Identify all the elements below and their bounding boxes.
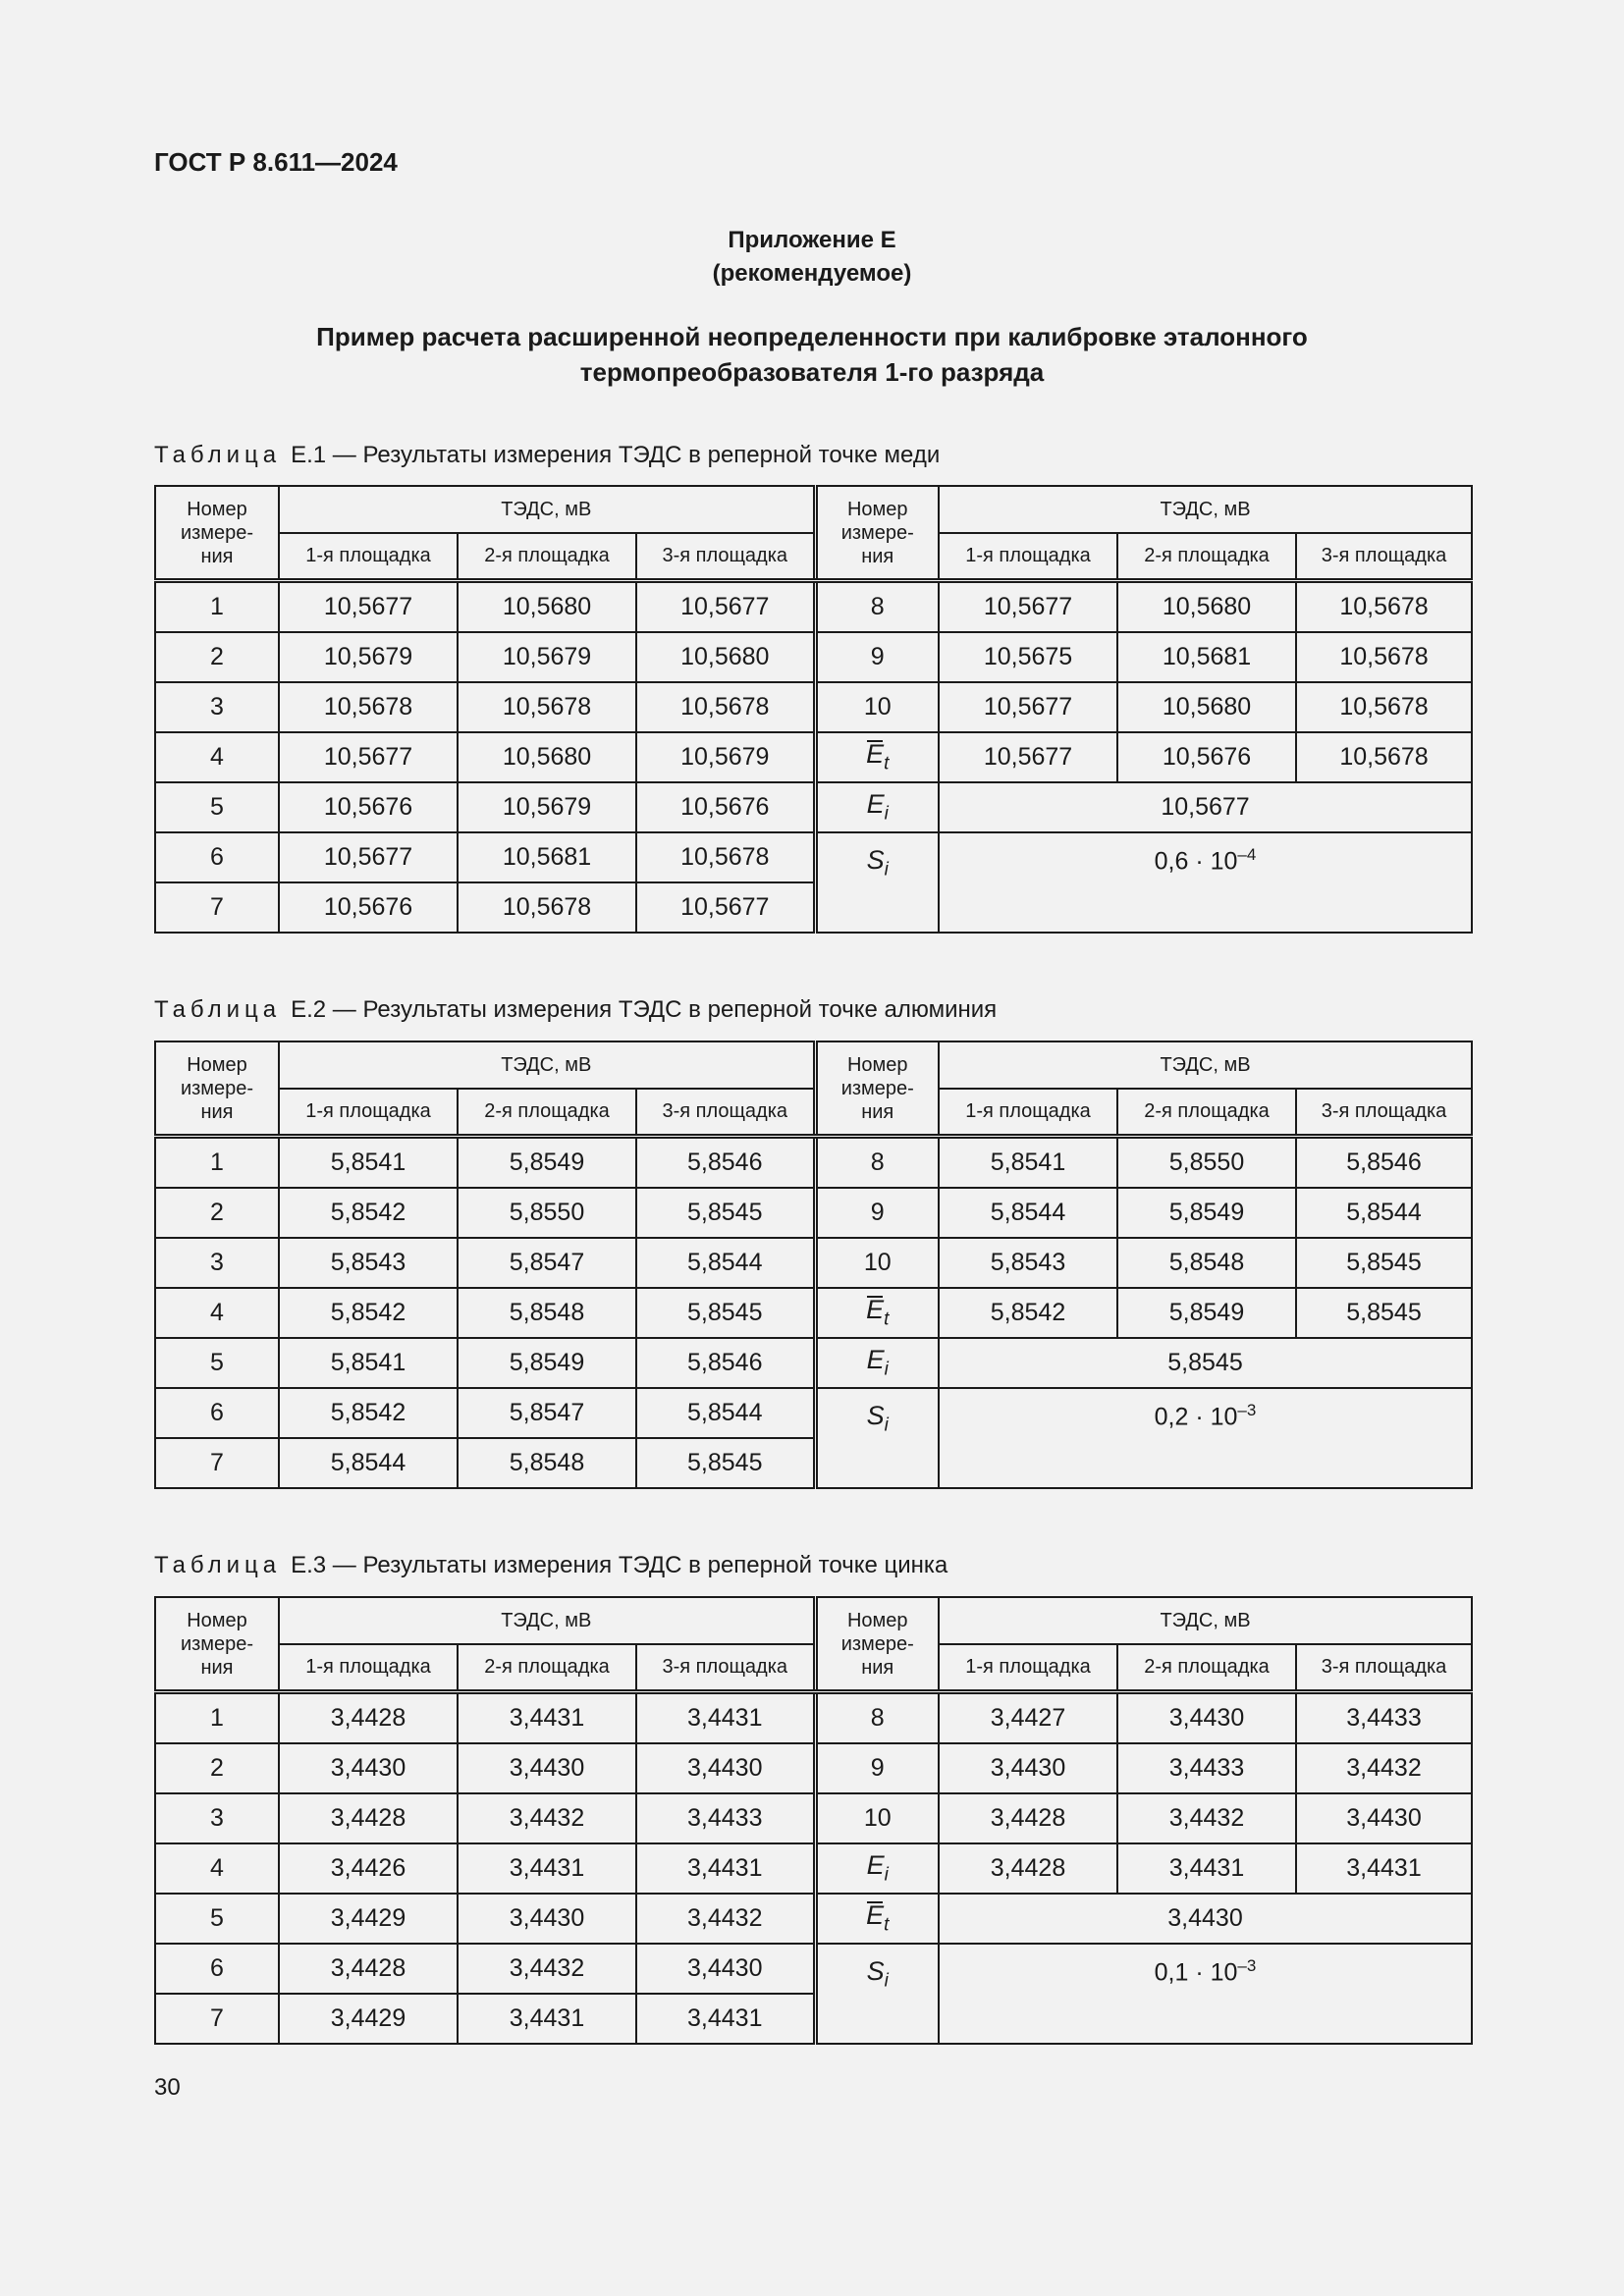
caption-text: Е.3 — Результаты измерения ТЭДС в реперной точке цинка: [291, 1552, 948, 1578]
cell-site3: 3,4431: [636, 1994, 815, 2044]
cell-site2: 10,5680: [458, 581, 636, 633]
table-row: [155, 1238, 1472, 1288]
table-caption: [154, 1552, 947, 1579]
table-e3: [154, 1596, 1473, 2045]
cell-site3: 3,4433: [636, 1793, 815, 1843]
cell-site2: 5,8549: [458, 1137, 636, 1189]
emf-header: ТЭДС, мВ: [279, 486, 815, 533]
num-header: Номер измере- ния: [155, 1597, 279, 1692]
row-number: 9: [815, 1743, 939, 1793]
cell-site3: 3,4431: [636, 1843, 815, 1894]
cell-site2: 3,4430: [458, 1894, 636, 1944]
site3-header: 3-я площадка: [1296, 1089, 1472, 1137]
row-number: 4: [155, 1843, 279, 1894]
row-number: 6: [155, 1388, 279, 1438]
cell-site3: 10,5680: [636, 632, 815, 682]
row-number: 10: [815, 1793, 939, 1843]
mean-symbol: $E_t$: [815, 1288, 939, 1338]
cell-site1: 5,8543: [939, 1238, 1117, 1288]
cell-site2: 3,4432: [1117, 1793, 1296, 1843]
cell-site2: 3,4430: [1117, 1692, 1296, 1744]
caption-text: Е.1 — Результаты измерения ТЭДС в реперной точке меди: [291, 442, 941, 468]
cell-site3: 5,8545: [636, 1188, 815, 1238]
cell-site1: 10,5676: [279, 782, 458, 832]
num-header: Номер измере- ния: [815, 486, 939, 581]
cell-site2: 3,4432: [458, 1944, 636, 1994]
num-header: Номер измере- ния: [155, 486, 279, 581]
site1-header: 1-я площадка: [279, 533, 458, 581]
site3-header: 3-я площадка: [636, 533, 815, 581]
cell-site3: 10,5676: [636, 782, 815, 832]
mean-site3: 3,4431: [1296, 1843, 1472, 1894]
cell-site2: 10,5678: [458, 682, 636, 732]
cell-site1: 5,8542: [279, 1388, 458, 1438]
cell-site3: 10,5678: [636, 832, 815, 882]
row-number: 5: [155, 1894, 279, 1944]
row-number: 8: [815, 581, 939, 633]
cell-site3: 3,4431: [636, 1692, 815, 1744]
cell-site2: 3,4431: [458, 1994, 636, 2044]
cell-site1: 3,4430: [279, 1743, 458, 1793]
cell-site3: 5,8545: [636, 1288, 815, 1338]
si-symbol: $S_i$: [815, 1944, 939, 2044]
cell-site3: 3,4432: [636, 1894, 815, 1944]
ei-symbol: $E_i$: [815, 782, 939, 832]
table-row: [155, 732, 1472, 782]
table-row: [155, 1944, 1472, 1994]
row-number: 3: [155, 1238, 279, 1288]
si-symbol: $S_i$: [815, 832, 939, 933]
cell-site2: 5,8549: [458, 1338, 636, 1388]
annex-label: Приложение Е: [728, 227, 896, 253]
row-number: 2: [155, 632, 279, 682]
site1-header: 1-я площадка: [939, 1644, 1117, 1692]
site3-header: 3-я площадка: [1296, 1644, 1472, 1692]
cell-site1: 10,5677: [939, 581, 1117, 633]
cell-site2: 10,5679: [458, 632, 636, 682]
cell-site2: 3,4431: [458, 1692, 636, 1744]
cell-site2: 5,8548: [1117, 1238, 1296, 1288]
emf-header: ТЭДС, мВ: [939, 486, 1472, 533]
cell-site1: 10,5675: [939, 632, 1117, 682]
section-title: [0, 319, 1624, 390]
cell-site1: 5,8544: [279, 1438, 458, 1488]
cell-site3: 5,8546: [636, 1338, 815, 1388]
row-number: 6: [155, 1944, 279, 1994]
row-number: 1: [155, 581, 279, 633]
table-row: [155, 1388, 1472, 1438]
cell-site2: 5,8548: [458, 1288, 636, 1338]
row-number: 8: [815, 1692, 939, 1744]
site2-header: 2-я площадка: [458, 533, 636, 581]
cell-site2: 10,5680: [458, 732, 636, 782]
mean-site2: 5,8549: [1117, 1288, 1296, 1338]
cell-site2: 10,5680: [1117, 682, 1296, 732]
section-title-line1: Пример расчета расширенной неопределенности при калибровке эталонного: [316, 322, 1308, 351]
mean-site1: 3,4428: [939, 1843, 1117, 1894]
table-row: [155, 632, 1472, 682]
si-value: $0,6 \cdot 10^{-4}$: [939, 832, 1472, 933]
table-row: [155, 1793, 1472, 1843]
table-row: [155, 581, 1472, 633]
cell-site2: 5,8547: [458, 1238, 636, 1288]
row-number: 9: [815, 1188, 939, 1238]
site1-header: 1-я площадка: [279, 1089, 458, 1137]
cell-site1: 5,8542: [279, 1288, 458, 1338]
cell-site1: 5,8543: [279, 1238, 458, 1288]
num-header: Номер измере- ния: [815, 1041, 939, 1137]
cell-site3: 10,5678: [636, 682, 815, 732]
cell-site2: 5,8550: [1117, 1137, 1296, 1189]
row-number: 2: [155, 1188, 279, 1238]
mean-symbol: $E_t$: [815, 732, 939, 782]
cell-site2: 5,8550: [458, 1188, 636, 1238]
table-row: [155, 782, 1472, 832]
cell-site1: 5,8544: [939, 1188, 1117, 1238]
cell-site1: 3,4428: [939, 1793, 1117, 1843]
cell-site3: 10,5677: [636, 581, 815, 633]
emf-header: ТЭДС, мВ: [939, 1597, 1472, 1644]
cell-site2: 3,4430: [458, 1743, 636, 1793]
page-number: 30: [154, 2074, 181, 2101]
table-row: [155, 682, 1472, 732]
row-number: 8: [815, 1137, 939, 1189]
mean-site2: 3,4431: [1117, 1843, 1296, 1894]
site1-header: 1-я площадка: [939, 1089, 1117, 1137]
row-number: 9: [815, 632, 939, 682]
cell-site3: 3,4430: [1296, 1793, 1472, 1843]
row-number: 3: [155, 682, 279, 732]
site3-header: 3-я площадка: [636, 1089, 815, 1137]
site2-header: 2-я площадка: [1117, 1644, 1296, 1692]
mean-site2: 10,5676: [1117, 732, 1296, 782]
cell-site3: 10,5678: [1296, 581, 1472, 633]
mean-site3: 5,8545: [1296, 1288, 1472, 1338]
caption-word: Таблица: [154, 1552, 282, 1578]
emf-header: ТЭДС, мВ: [939, 1041, 1472, 1089]
cell-site1: 3,4430: [939, 1743, 1117, 1793]
mean-site1: 10,5677: [939, 732, 1117, 782]
cell-site3: 5,8545: [636, 1438, 815, 1488]
ei-value: 5,8545: [939, 1338, 1472, 1388]
row-number: 2: [155, 1743, 279, 1793]
cell-site2: 3,4431: [458, 1843, 636, 1894]
row-number: 6: [155, 832, 279, 882]
cell-site3: 3,4430: [636, 1944, 815, 1994]
row-number: 7: [155, 1994, 279, 2044]
site3-header: 3-я площадка: [1296, 533, 1472, 581]
row-number: 4: [155, 1288, 279, 1338]
table-row: [155, 832, 1472, 882]
table-row: [155, 1843, 1472, 1894]
cell-site1: 3,4428: [279, 1692, 458, 1744]
cell-site2: 5,8549: [1117, 1188, 1296, 1238]
cell-site2: 5,8547: [458, 1388, 636, 1438]
table-caption: [154, 996, 997, 1024]
cell-site1: 5,8541: [939, 1137, 1117, 1189]
site2-header: 2-я площадка: [458, 1644, 636, 1692]
site2-header: 2-я площадка: [458, 1089, 636, 1137]
cell-site3: 5,8544: [1296, 1188, 1472, 1238]
si-value: $0,2 \cdot 10^{-3}$: [939, 1388, 1472, 1488]
num-header: Номер измере- ния: [155, 1041, 279, 1137]
row-number: 7: [155, 1438, 279, 1488]
cell-site2: 10,5678: [458, 882, 636, 933]
table-row: [155, 1338, 1472, 1388]
cell-site1: 10,5677: [279, 832, 458, 882]
site1-header: 1-я площадка: [939, 533, 1117, 581]
mean-site3: 10,5678: [1296, 732, 1472, 782]
table-row: [155, 1288, 1472, 1338]
row-number: 5: [155, 1338, 279, 1388]
num-header: Номер измере- ния: [815, 1597, 939, 1692]
cell-site1: 3,4428: [279, 1793, 458, 1843]
row-number: 10: [815, 682, 939, 732]
site2-header: 2-я площадка: [1117, 1089, 1296, 1137]
cell-site3: 5,8546: [636, 1137, 815, 1189]
cell-site2: 10,5679: [458, 782, 636, 832]
cell-site1: 10,5678: [279, 682, 458, 732]
site3-header: 3-я площадка: [636, 1644, 815, 1692]
cell-site2: 3,4432: [458, 1793, 636, 1843]
cell-site1: 3,4426: [279, 1843, 458, 1894]
ei-symbol: $E_i$: [815, 1843, 939, 1894]
et-value: 3,4430: [939, 1894, 1472, 1944]
ei-symbol: $E_i$: [815, 1338, 939, 1388]
mean-site1: 5,8542: [939, 1288, 1117, 1338]
table-row: [155, 1894, 1472, 1944]
annex-status: (рекомендуемое): [712, 260, 912, 287]
cell-site1: 5,8541: [279, 1338, 458, 1388]
cell-site3: 5,8545: [1296, 1238, 1472, 1288]
cell-site3: 10,5677: [636, 882, 815, 933]
cell-site1: 10,5676: [279, 882, 458, 933]
cell-site3: 3,4432: [1296, 1743, 1472, 1793]
row-number: 3: [155, 1793, 279, 1843]
cell-site1: 5,8542: [279, 1188, 458, 1238]
cell-site1: 10,5679: [279, 632, 458, 682]
cell-site3: 5,8546: [1296, 1137, 1472, 1189]
caption-word: Таблица: [154, 442, 282, 468]
row-number: 1: [155, 1137, 279, 1189]
cell-site1: 10,5677: [279, 732, 458, 782]
site2-header: 2-я площадка: [1117, 533, 1296, 581]
cell-site2: 10,5680: [1117, 581, 1296, 633]
cell-site1: 10,5677: [279, 581, 458, 633]
cell-site3: 3,4430: [636, 1743, 815, 1793]
annex-heading: [0, 224, 1624, 291]
cell-site3: 5,8544: [636, 1388, 815, 1438]
table-row: [155, 1743, 1472, 1793]
cell-site2: 5,8548: [458, 1438, 636, 1488]
cell-site1: 3,4427: [939, 1692, 1117, 1744]
row-number: 5: [155, 782, 279, 832]
ei-value: 10,5677: [939, 782, 1472, 832]
si-symbol: $S_i$: [815, 1388, 939, 1488]
caption-text: Е.2 — Результаты измерения ТЭДС в реперной точке алюминия: [291, 996, 998, 1023]
caption-word: Таблица: [154, 996, 282, 1023]
row-number: 7: [155, 882, 279, 933]
emf-header: ТЭДС, мВ: [279, 1041, 815, 1089]
si-value: $0,1 \cdot 10^{-3}$: [939, 1944, 1472, 2044]
table-row: [155, 1188, 1472, 1238]
cell-site1: 5,8541: [279, 1137, 458, 1189]
cell-site3: 5,8544: [636, 1238, 815, 1288]
row-number: 10: [815, 1238, 939, 1288]
cell-site3: 10,5679: [636, 732, 815, 782]
table-caption: [154, 442, 940, 469]
document-code: ГОСТ Р 8.611—2024: [154, 147, 398, 177]
cell-site3: 3,4433: [1296, 1692, 1472, 1744]
cell-site2: 10,5681: [1117, 632, 1296, 682]
cell-site2: 10,5681: [458, 832, 636, 882]
site1-header: 1-я площадка: [279, 1644, 458, 1692]
cell-site1: 3,4429: [279, 1894, 458, 1944]
table-row: [155, 1137, 1472, 1189]
section-title-line2: термопреобразователя 1-го разряда: [579, 357, 1045, 387]
cell-site1: 10,5677: [939, 682, 1117, 732]
cell-site3: 10,5678: [1296, 632, 1472, 682]
emf-header: ТЭДС, мВ: [279, 1597, 815, 1644]
table-e1: [154, 485, 1473, 934]
row-number: 4: [155, 732, 279, 782]
mean-symbol: $E_t$: [815, 1894, 939, 1944]
cell-site1: 3,4429: [279, 1994, 458, 2044]
cell-site2: 3,4433: [1117, 1743, 1296, 1793]
row-number: 1: [155, 1692, 279, 1744]
cell-site1: 3,4428: [279, 1944, 458, 1994]
table-row: [155, 1692, 1472, 1744]
table-e2: [154, 1041, 1473, 1489]
cell-site3: 10,5678: [1296, 682, 1472, 732]
